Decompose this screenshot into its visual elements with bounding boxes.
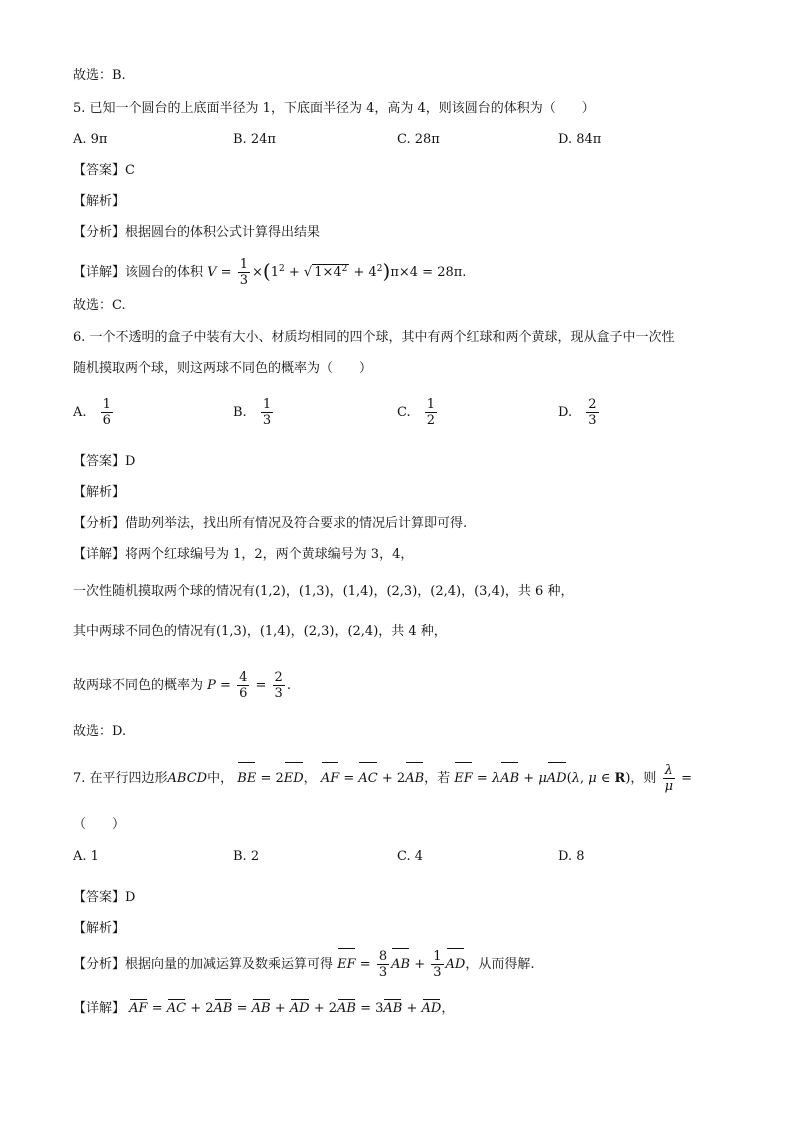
q5-xiangjie-label: 【详解】该圆台的体积 — [73, 265, 204, 280]
q6-fenxi: 【分析】借助列举法，找出所有情况及符合要求的情况后计算即可得. — [73, 516, 468, 531]
q7-stem: 7. 在平行四边形ABCD中， BE = 2ED， AF = AC + 2AB，若 EF = λAB + μAD(λ, μ ∈ R)，则 $\frac{\lambda}{\mu}$ = — [73, 763, 693, 794]
q5-option-d: D. 84π — [558, 132, 602, 147]
q6-option-c: C. $\frac{1}{2}$ — [397, 397, 436, 428]
q5-jiexi: 【解析】 — [73, 194, 126, 209]
q5-fraction-one-third: $\frac{1}{3}$ — [239, 257, 248, 288]
q6-answer: 【答案】D — [73, 454, 136, 469]
q5-xiangjie-tail: π×4 = 28π. — [390, 265, 467, 280]
q7-option-c: C. 4 — [397, 849, 424, 864]
prev-answer-line: 故选：B. — [73, 68, 126, 83]
q5-xiangjie: 【详解】该圆台的体积 V = $\frac{1}{3}$ $\times(1^2$ + √ $1\times 4^2 + 4^2)\pi\times 4 = 28\pi$. — [73, 257, 467, 288]
q7-option-d: D. 8 — [558, 849, 585, 864]
q5-fenxi: 【分析】根据圆台的体积公式计算得出结果 — [73, 225, 321, 240]
q6-cases-diff: 其中两球不同色的情况有(1,3)，(1,4)，(2,3)，(2,4)，共 4 种， — [73, 624, 447, 639]
q7-paren: （ ） — [73, 817, 126, 832]
q6-option-a: A. $\frac{1}{6}$ — [73, 397, 111, 428]
q6-select: 故选：D. — [73, 724, 127, 739]
q5-option-c: C. 28π — [397, 132, 440, 147]
q7-jiexi: 【解析】 — [73, 921, 126, 936]
q6-stem-line2: 随机摸取两个球，则这两球不同色的概率为（ ） — [73, 361, 373, 376]
q7-option-a: A. 1 — [73, 849, 99, 864]
q7-option-b: B. 2 — [233, 849, 260, 864]
q5-answer: 【答案】C — [73, 163, 135, 178]
q5-select: 故选：C. — [73, 298, 126, 313]
q6-option-d: D. $\frac{2}{3}$ — [558, 397, 597, 428]
q6-xiangjie: 【详解】将两个红球编号为 1，2，两个黄球编号为 3，4， — [73, 547, 414, 562]
q5-volume-symbol: V — [207, 265, 217, 280]
q5-option-b: B. 24π — [233, 132, 276, 147]
q6-jiexi: 【解析】 — [73, 485, 126, 500]
q6-option-b: B. $\frac{1}{3}$ — [233, 397, 272, 428]
q6-prob-label: 故两球不同色的概率为 — [73, 678, 204, 693]
q7-answer: 【答案】D — [73, 890, 136, 905]
q6-probability: 故两球不同色的概率为 P = $\frac{4}{6}$ = $\frac{2}{3}$ . — [73, 670, 291, 701]
q7-fenxi: 【分析】根据向量的加减运算及数乘运算可得 EF = $\frac{8}{3}$ AB + $\frac{1}{3}$ AD，从而得解. — [73, 949, 535, 980]
q6-stem-line1: 6. 一个不透明的盒子中装有大小、材质均相同的四个球，其中有两个红球和两个黄球，现从盒子中一次性 — [73, 330, 675, 345]
q5-option-a: A. 9π — [73, 132, 108, 147]
q6-cases-all: 一次性随机摸取两个球的情况有(1,2)，(1,3)，(1,4)，(2,3)，(2,4)，(3,4)，共 6 种， — [73, 584, 574, 599]
q5-stem: 5. 已知一个圆台的上底面半径为 1，下底面半径为 4，高为 4，则该圆台的体积为（ ） — [73, 101, 595, 116]
q7-xiangjie: 【详解】 AF = AC + 2AB = AB + AD + 2AB = 3AB + AD， — [73, 1001, 455, 1016]
